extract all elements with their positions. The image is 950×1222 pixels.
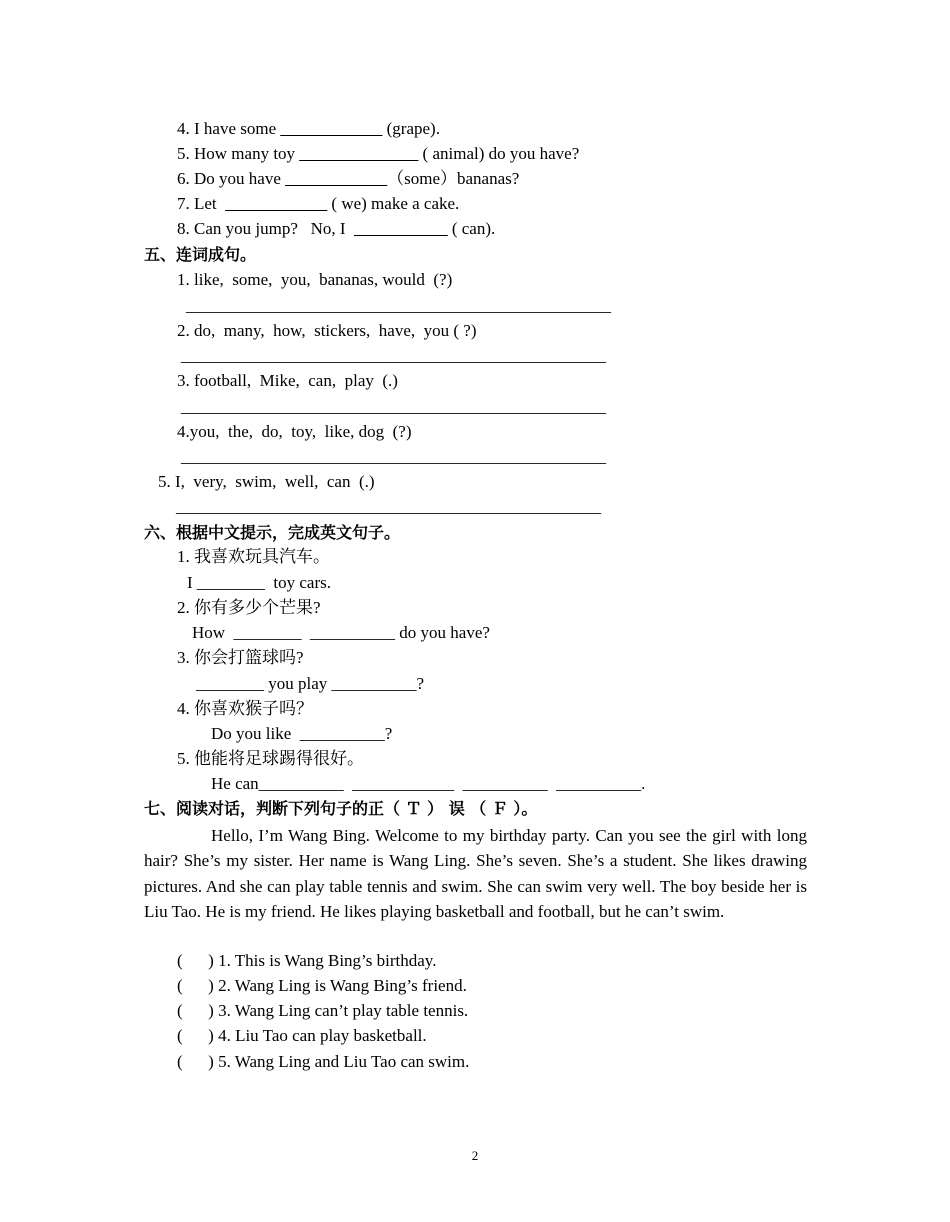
- reading-passage: Hello, I’m Wang Bing. Welcome to my birthday party. Can you see the girl with long hair? She’s my sister. Her name is Wang Ling. She’s seven. She’s a student. She likes drawing pictures. And she can play table tennis and swim. She can swim very well. The boy beside her is Liu Tao. He is my friend. He likes playing basketball and football, but he can’t swim.: [144, 826, 807, 921]
- section5-prompt-4: 4.you, the, do, toy, like, dog (?): [177, 422, 412, 441]
- section6-en-3[interactable]: ________ you play __________?: [196, 674, 425, 693]
- answer-blank[interactable]: ___________: [354, 219, 448, 238]
- part4-item-8: 8. Can you jump? No, I ___________ ( can).: [177, 219, 496, 238]
- section6-en-1[interactable]: I ________ toy cars.: [187, 573, 332, 592]
- section5-answer-line-4[interactable]: __________________________________________________: [181, 447, 606, 466]
- section5-prompt-2: 2. do, many, how, stickers, have, you ( ?): [177, 321, 477, 340]
- section5-heading: 五、连词成句。: [144, 245, 257, 264]
- answer-blank[interactable]: ______________: [299, 144, 419, 163]
- section6-en-5[interactable]: He can__________ ____________ __________ __________.: [211, 774, 646, 793]
- section5-answer-line-5[interactable]: __________________________________________________: [176, 497, 601, 516]
- section6-cn-1: 1. 我喜欢玩具汽车。: [177, 547, 330, 566]
- part4-item-7: 7. Let ____________ ( we) make a cake.: [177, 194, 460, 213]
- section6-cn-5: 5. 他能将足球踢得很好。: [177, 749, 364, 768]
- statement-1[interactable]: ( ) 1. This is Wang Bing’s birthday.: [177, 951, 437, 970]
- part4-item-6: 6. Do you have ____________（some）bananas?: [177, 169, 520, 188]
- part4-item-4: 4. I have some ____________ (grape).: [177, 119, 440, 138]
- statement-3[interactable]: ( ) 3. Wang Ling can’t play table tennis.: [177, 1001, 469, 1020]
- statement-5[interactable]: ( ) 5. Wang Ling and Liu Tao can swim.: [177, 1052, 470, 1071]
- section6-cn-3: 3. 你会打篮球吗?: [177, 648, 304, 667]
- section5-prompt-1: 1. like, some, you, bananas, would (?): [177, 270, 453, 289]
- section6-heading: 六、根据中文提示，完成英文句子。: [144, 523, 401, 542]
- section5-answer-line-3[interactable]: __________________________________________________: [181, 397, 606, 416]
- statement-4[interactable]: ( ) 4. Liu Tao can play basketball.: [177, 1026, 427, 1045]
- section6-cn-4: 4. 你喜欢猴子吗？: [177, 699, 313, 718]
- answer-blank[interactable]: ____________: [225, 194, 328, 213]
- page-number: 2: [471, 1148, 479, 1163]
- section5-answer-line-1[interactable]: __________________________________________________: [186, 296, 611, 315]
- section6-en-2[interactable]: How ________ __________ do you have?: [192, 623, 490, 642]
- section7-heading: 七、阅读对话，判断下列句子的正（ Ｔ ） 误 （ Ｆ ）。: [144, 799, 538, 818]
- statement-2[interactable]: ( ) 2. Wang Ling is Wang Bing’s friend.: [177, 976, 467, 995]
- part4-item-5: 5. How many toy ______________ ( animal) do you have?: [177, 144, 580, 163]
- section5-prompt-5: 5. I, very, swim, well, can (.): [158, 472, 375, 491]
- section6-cn-2: 2. 你有多少个芒果?: [177, 598, 321, 617]
- section5-prompt-3: 3. football, Mike, can, play (.): [177, 371, 398, 390]
- section5-answer-line-2[interactable]: __________________________________________________: [181, 346, 606, 365]
- answer-blank[interactable]: ____________: [285, 169, 388, 188]
- section6-en-4[interactable]: Do you like __________?: [211, 724, 393, 743]
- answer-blank[interactable]: ____________: [280, 119, 383, 138]
